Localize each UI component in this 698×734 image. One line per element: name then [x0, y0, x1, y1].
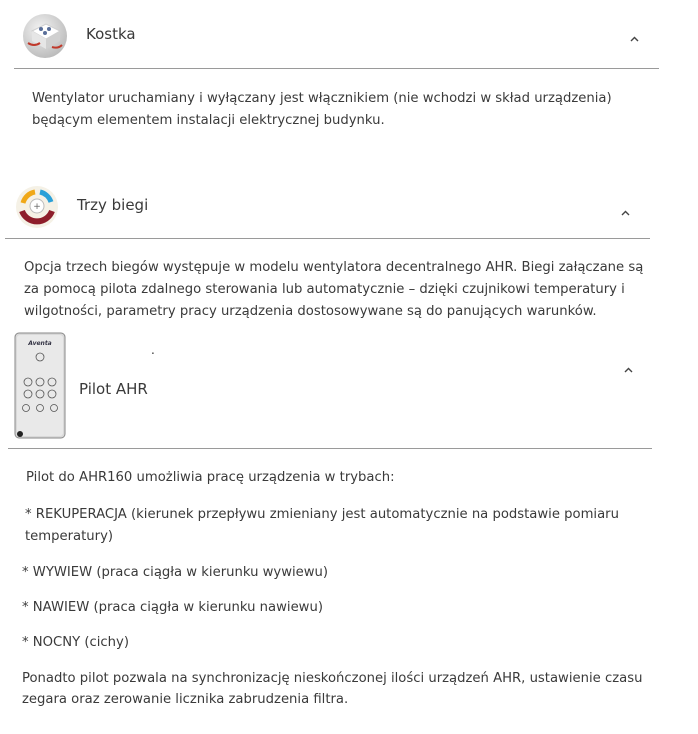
three-speed-icon: [13, 183, 61, 231]
chevron-up-icon[interactable]: [624, 367, 633, 376]
remote-brand-label: Aventa: [28, 340, 52, 347]
chevron-up-icon[interactable]: [630, 36, 639, 45]
svg-text:+: +: [33, 202, 41, 212]
remote-control-icon: [14, 332, 66, 440]
section-paragraph-line: będącym elementem instalacji elektrycznej budynku.: [32, 113, 385, 128]
pilot-mode-line: * REKUPERACJA (kierunek przepływu zmieniany jest automatycznie na podstawie pomiaru: [25, 507, 619, 522]
section-paragraph-line: Wentylator uruchamiany i wyłączany jest włącznikiem (nie wchodzi w skład urządzenia): [32, 91, 612, 106]
chevron-up-icon[interactable]: [621, 210, 630, 219]
pilot-mode-line: * NAWIEW (praca ciągła w kierunku nawiewu): [22, 600, 323, 615]
section-divider: [5, 238, 650, 239]
pilot-mode-line: temperatury): [25, 529, 114, 544]
pilot-mode-line: * WYWIEW (praca ciągła w kierunku wywiewu): [22, 565, 329, 580]
section-divider: [14, 68, 659, 69]
switch-cube-icon: [22, 13, 68, 59]
stray-dot: .: [151, 343, 155, 357]
section-title-pilot-ahr[interactable]: Pilot AHR: [79, 380, 148, 398]
section-title-kostka[interactable]: Kostka: [86, 25, 136, 43]
pilot-intro: Pilot do AHR160 umożliwia pracę urządzenia w trybach:: [26, 470, 395, 485]
section-paragraph-line: za pomocą pilota zdalnego sterowania lub automatycznie – dzięki czujnikowi temperatury i: [24, 282, 625, 297]
pilot-outro-line: zegara oraz zerowanie licznika zabrudzenia filtra.: [22, 692, 349, 707]
section-paragraph-line: Opcja trzech biegów występuje w modelu wentylatora decentralnego AHR. Biegi załączane są: [24, 260, 644, 275]
pilot-mode-line: * NOCNY (cichy): [22, 635, 129, 650]
section-title-trzy-biegi[interactable]: Trzy biegi: [77, 196, 149, 214]
pilot-outro-line: Ponadto pilot pozwala na synchronizację nieskończonej ilości urządzeń AHR, ustawienie czasu: [22, 671, 643, 686]
section-paragraph-line: wilgotności, parametry pracy urządzenia dostosowywane są do panujących warunków.: [24, 304, 597, 319]
section-divider: [8, 448, 652, 449]
